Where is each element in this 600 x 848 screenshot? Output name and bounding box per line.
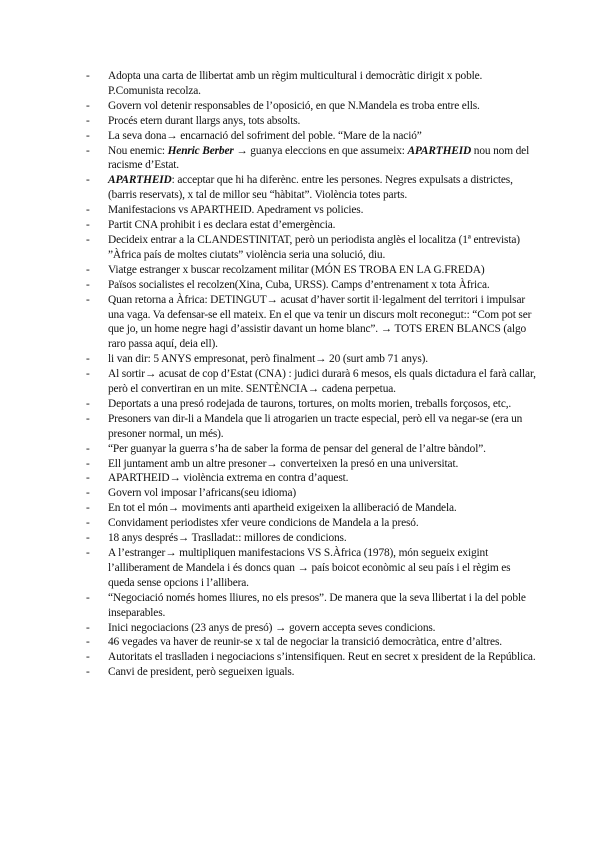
list-item [86, 412, 536, 442]
item-text: encarnació del sofriment del poble. “Mare de la nació” [177, 129, 422, 142]
dash-marker: - [86, 517, 90, 530]
dash-marker: - [86, 129, 90, 142]
item-text: 20 (surt amb 71 anys). [326, 353, 428, 366]
item-text: violència extrema en contra d’aquest. [180, 472, 349, 485]
item-text: Manifestacions vs APARTHEID. Apedrament vs policies. [108, 204, 364, 217]
list-item [86, 278, 536, 293]
dash-marker: - [86, 219, 90, 232]
dash-marker: - [86, 99, 90, 112]
item-text: Deportats a una presó rodejada de taurons, tortures, on molts morien, treballs forçosos, etc,. [108, 397, 512, 410]
item-text: Autoritats el traslladen i negociacions s’intensifiquen. Reut en secret x president de la República. [108, 651, 536, 664]
list-item [86, 665, 536, 680]
item-text: converteixen la presó en una universitat. [277, 457, 459, 470]
dash-marker: - [86, 397, 90, 410]
item-text: 18 anys després [108, 532, 178, 545]
item-text: Govern vol detenir responsables de l’oposició, en que N.Mandela es troba entre ells. [108, 99, 480, 112]
item-text: Viatge estranger x buscar recolzament militar (MÓN ES TROBA EN LA G.FREDA) [108, 263, 485, 276]
item-text: Procés etern durant llargs anys, tots absolts. [108, 114, 301, 127]
item-text: acusat de cop d’Estat (CNA) : judici durarà 6 mesos, els quals dictadura el farà callar, però el convertiran en un mite. SENTÈNCIA [108, 368, 536, 396]
item-text: Ell juntament amb un altre presoner [108, 457, 267, 470]
item-text: nou nom del racisme d’Estat. [108, 144, 530, 172]
list-item [86, 621, 536, 636]
list-item [86, 114, 536, 129]
list-item [86, 293, 536, 353]
dash-marker: - [86, 591, 90, 604]
item-text: “Per guanyar la guerra s’ha de saber la forma de pensar del general de l’altre bàndol”. [108, 442, 486, 455]
arrow-icon: → [166, 129, 178, 142]
emphasis-term: APARTHEID [108, 174, 172, 187]
item-text: país boicot econòmic al seu país i el règim es queda sense opcions i l’allibera. [108, 561, 511, 589]
arrow-icon: → [307, 383, 320, 396]
arrow-icon: → [315, 353, 327, 366]
item-text: Inici negociacions (23 anys de presó) [108, 621, 276, 634]
item-text: Canvi de president, però segueixen iguals. [108, 666, 295, 679]
dash-marker: - [86, 532, 90, 545]
arrow-icon: → [275, 621, 287, 634]
item-text: 46 vegades va haver de reunir-se x tal de negociar la transició democràtica, entre d’altres. [108, 636, 502, 649]
arrow-icon: → [380, 323, 392, 336]
dash-marker: - [86, 472, 90, 485]
list-item [86, 516, 536, 531]
list-item [86, 650, 536, 665]
item-text: “Negociació només homes lliures, no els presos”. De manera que la seva llibertat i la del poble inseparables. [108, 591, 526, 619]
arrow-icon: → [297, 561, 309, 574]
item-text: Govern vol imposar l’africans(seu idioma) [108, 487, 297, 500]
bullet-list [86, 69, 536, 680]
item-text: acusat d’haver sortit il·legalment del territori i impulsar una vaga. Va defensar-se ell mateix. En el que va tenir un discurs molt reconegut:: “Com pot ser que jo, un home negre hagi d’assistir davant un home blanc”. [108, 293, 532, 336]
list-item [86, 203, 536, 218]
arrow-icon: → [266, 457, 278, 470]
item-text: APARTHEID [108, 472, 170, 485]
list-item [86, 501, 536, 516]
dash-marker: - [86, 204, 90, 217]
dash-marker: - [86, 293, 90, 306]
arrow-icon: → [236, 144, 248, 157]
list-item [86, 531, 536, 546]
dash-marker: - [86, 636, 90, 649]
dash-marker: - [86, 487, 90, 500]
item-text: guanya eleccions en que assumeix: [247, 144, 408, 157]
arrow-icon: → [165, 547, 177, 559]
item-text: En tot el món [108, 502, 168, 515]
item-text: moviments anti apartheid exigeixen la alliberació de Mandela. [179, 502, 457, 515]
arrow-icon: → [144, 368, 157, 381]
arrow-icon: → [177, 532, 190, 545]
dash-marker: - [86, 114, 90, 127]
item-text: Quan retorna a Àfrica: DETINGUT [108, 293, 267, 306]
item-text: li van dir: 5 ANYS empresonat, però finalment [108, 353, 316, 366]
dash-marker: - [86, 412, 90, 425]
arrow-icon: → [266, 293, 278, 306]
item-text: Nou enemic: [108, 144, 168, 157]
dash-marker: - [86, 547, 90, 559]
list-item [86, 144, 536, 174]
list-item [86, 397, 536, 412]
list-item [86, 591, 536, 621]
arrow-icon: → [169, 472, 181, 485]
list-item [86, 635, 536, 650]
list-item [86, 367, 536, 397]
dash-marker: - [86, 70, 90, 82]
emphasis-name: Henric Berber [167, 144, 234, 157]
list-item [86, 173, 536, 203]
item-text: Països socialistes el recolzen(Xina, Cuba, URSS). Camps d’entrenament x tota Àfrica. [108, 278, 490, 291]
list-item [86, 471, 536, 486]
list-item [86, 129, 536, 144]
list-item [86, 457, 536, 472]
item-text: A l’estranger [108, 547, 166, 559]
item-text: Presoners van dir-li a Mandela que li atrogarien un tracte especial, però ell va negar-se (era un presoner normal, un més). [108, 412, 523, 440]
item-text: Decideix entrar a la CLANDESTINITAT, però un periodista anglès el localitza (1ª entrevista) ”Àfrica país de moltes ciutats” violència seria una solució, diu. [108, 233, 520, 261]
list-item [86, 99, 536, 114]
dash-marker: - [86, 442, 90, 455]
list-item [86, 69, 536, 99]
item-text: La seva dona [108, 129, 167, 142]
emphasis-term: APARTHEID [407, 144, 472, 157]
arrow-icon: → [167, 502, 179, 515]
dash-marker: - [86, 144, 90, 157]
list-item [86, 233, 536, 263]
dash-marker: - [86, 457, 90, 470]
item-text: Al sortir [108, 368, 145, 381]
dash-marker: - [86, 666, 90, 679]
list-item [86, 486, 536, 501]
dash-marker: - [86, 174, 90, 187]
list-item [86, 442, 536, 457]
dash-marker: - [86, 651, 90, 664]
item-text: TOTS EREN BLANCS (algo raro passa aquí, deia ell). [108, 323, 527, 351]
dash-marker: - [86, 278, 90, 291]
list-item [86, 218, 536, 233]
dash-marker: - [86, 621, 90, 634]
item-text: Convidament periodistes xfer veure condicions de Mandela a la presó. [108, 517, 419, 530]
item-text: multipliquen manifestacions VS S.Àfrica (1978), món segueix exigint l’alliberament de Mandela i és doncs quan [108, 547, 489, 574]
item-text: : acceptar que hi ha diferènc. entre les persones. Negres expulsats a districtes, (barris reservats), x tal de millor seu “hàbitat”. Violència totes parts. [108, 174, 513, 202]
list-item [86, 352, 536, 367]
item-text: cadena perpetua. [319, 383, 396, 396]
list-item [86, 263, 536, 278]
dash-marker: - [86, 233, 90, 246]
dash-marker: - [86, 368, 90, 381]
dash-marker: - [86, 502, 90, 515]
list-item [86, 546, 536, 591]
item-text: Partit CNA prohibit i es declara estat d’emergència. [108, 219, 336, 232]
dash-marker: - [86, 353, 90, 366]
item-text: govern accepta seves condicions. [286, 621, 436, 634]
item-text: Adopta una carta de llibertat amb un règim multicultural i democràtic dirigit x poble. P.Comunista recolza. [108, 70, 483, 97]
dash-marker: - [86, 263, 90, 276]
item-text: Traslladat:: millores de condicions. [189, 532, 347, 545]
